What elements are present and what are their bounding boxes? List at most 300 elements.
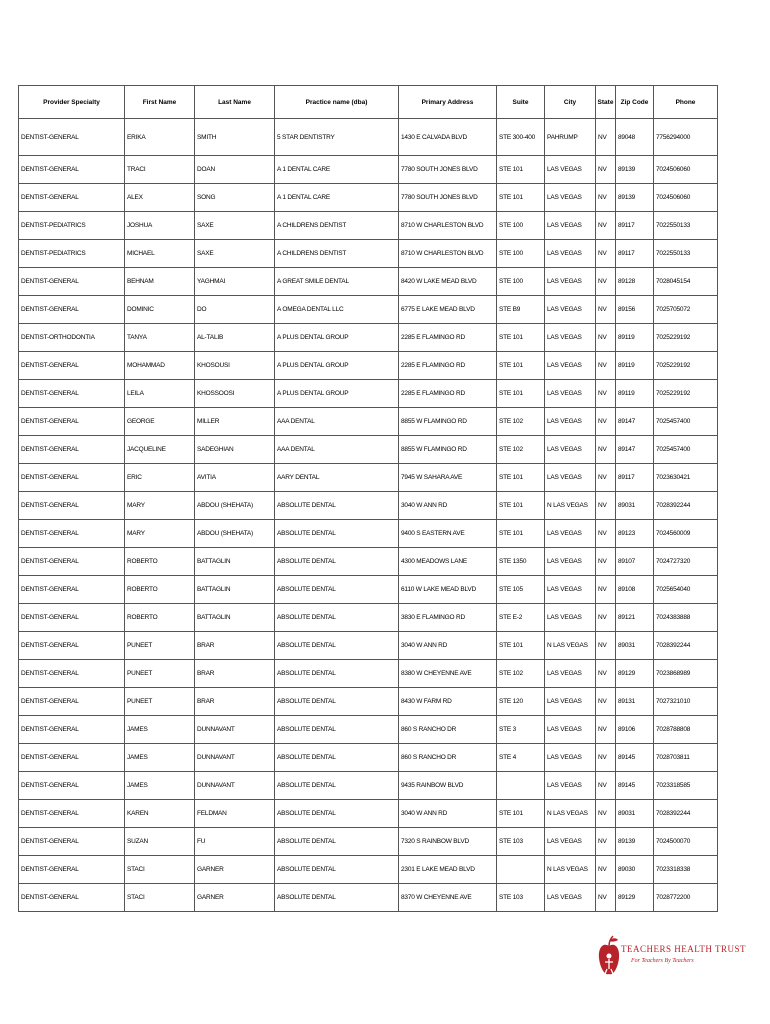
cell-first-name: BEHNAM bbox=[125, 268, 195, 296]
cell-address: 2301 E LAKE MEAD BLVD bbox=[399, 856, 497, 884]
cell-specialty: DENTIST-GENERAL bbox=[19, 464, 125, 492]
cell-first-name: PUNEET bbox=[125, 632, 195, 660]
cell-address: 7320 S RAINBOW BLVD bbox=[399, 828, 497, 856]
column-header-suite: Suite bbox=[497, 86, 545, 119]
cell-state: NV bbox=[596, 800, 616, 828]
cell-suite: STE B9 bbox=[497, 296, 545, 324]
cell-state: NV bbox=[596, 268, 616, 296]
cell-suite: STE 101 bbox=[497, 156, 545, 184]
cell-city: LAS VEGAS bbox=[545, 716, 596, 744]
cell-address: 860 S RANCHO DR bbox=[399, 744, 497, 772]
table-row bbox=[19, 604, 718, 632]
cell-last-name: GARNER bbox=[195, 856, 275, 884]
cell-address: 860 S RANCHO DR bbox=[399, 716, 497, 744]
cell-suite: STE 101 bbox=[497, 380, 545, 408]
column-header-last-name: Last Name bbox=[195, 86, 275, 119]
cell-practice-name: ABSOLUTE DENTAL bbox=[275, 828, 399, 856]
cell-specialty: DENTIST-GENERAL bbox=[19, 576, 125, 604]
cell-practice-name: A CHILDRENS DENTIST bbox=[275, 240, 399, 268]
cell-specialty: DENTIST-PEDIATRICS bbox=[19, 240, 125, 268]
cell-address: 6775 E LAKE MEAD BLVD bbox=[399, 296, 497, 324]
cell-specialty: DENTIST-GENERAL bbox=[19, 688, 125, 716]
table-row bbox=[19, 240, 718, 268]
cell-last-name: KHOSSOOSI bbox=[195, 380, 275, 408]
cell-practice-name: ABSOLUTE DENTAL bbox=[275, 632, 399, 660]
header-row bbox=[19, 86, 718, 119]
cell-specialty: DENTIST-PEDIATRICS bbox=[19, 212, 125, 240]
cell-first-name: ROBERTO bbox=[125, 576, 195, 604]
cell-phone: 7756294000 bbox=[654, 119, 718, 156]
table-row bbox=[19, 744, 718, 772]
cell-practice-name: ABSOLUTE DENTAL bbox=[275, 800, 399, 828]
cell-practice-name: ABSOLUTE DENTAL bbox=[275, 576, 399, 604]
cell-first-name: JAMES bbox=[125, 716, 195, 744]
cell-practice-name: A CHILDRENS DENTIST bbox=[275, 212, 399, 240]
cell-address: 2285 E FLAMINGO RD bbox=[399, 324, 497, 352]
apple-icon bbox=[597, 932, 621, 980]
cell-phone: 7028392244 bbox=[654, 632, 718, 660]
cell-last-name: DUNNAVANT bbox=[195, 744, 275, 772]
cell-suite: STE 102 bbox=[497, 660, 545, 688]
table-row bbox=[19, 520, 718, 548]
cell-zip: 89107 bbox=[616, 548, 654, 576]
cell-last-name: SADEGHIAN bbox=[195, 436, 275, 464]
cell-suite: STE 101 bbox=[497, 800, 545, 828]
cell-last-name: MILLER bbox=[195, 408, 275, 436]
cell-suite: STE 101 bbox=[497, 492, 545, 520]
cell-first-name: MARY bbox=[125, 520, 195, 548]
cell-state: NV bbox=[596, 520, 616, 548]
cell-address: 9435 RAINBOW BLVD bbox=[399, 772, 497, 800]
cell-practice-name: ABSOLUTE DENTAL bbox=[275, 548, 399, 576]
cell-practice-name: ABSOLUTE DENTAL bbox=[275, 520, 399, 548]
cell-suite: STE 103 bbox=[497, 828, 545, 856]
table-row bbox=[19, 212, 718, 240]
cell-state: NV bbox=[596, 548, 616, 576]
cell-address: 3830 E FLAMINGO RD bbox=[399, 604, 497, 632]
table-row bbox=[19, 800, 718, 828]
cell-phone: 7023318585 bbox=[654, 772, 718, 800]
cell-specialty: DENTIST-GENERAL bbox=[19, 548, 125, 576]
cell-phone: 7023868989 bbox=[654, 660, 718, 688]
cell-address: 9400 S EASTERN AVE bbox=[399, 520, 497, 548]
cell-last-name: SONG bbox=[195, 184, 275, 212]
cell-phone: 7028392244 bbox=[654, 800, 718, 828]
cell-address: 2285 E FLAMINGO RD bbox=[399, 380, 497, 408]
cell-first-name: GEORGE bbox=[125, 408, 195, 436]
table-row bbox=[19, 380, 718, 408]
cell-state: NV bbox=[596, 604, 616, 632]
cell-address: 8370 W CHEYENNE AVE bbox=[399, 884, 497, 912]
cell-city: LAS VEGAS bbox=[545, 828, 596, 856]
cell-first-name: JOSHUA bbox=[125, 212, 195, 240]
cell-practice-name: A PLUS DENTAL GROUP bbox=[275, 380, 399, 408]
cell-state: NV bbox=[596, 436, 616, 464]
cell-practice-name: ABSOLUTE DENTAL bbox=[275, 772, 399, 800]
cell-specialty: DENTIST-GENERAL bbox=[19, 296, 125, 324]
cell-zip: 89129 bbox=[616, 884, 654, 912]
cell-specialty: DENTIST-GENERAL bbox=[19, 156, 125, 184]
column-header-city: City bbox=[545, 86, 596, 119]
cell-city: LAS VEGAS bbox=[545, 688, 596, 716]
cell-first-name: JAMES bbox=[125, 772, 195, 800]
cell-practice-name: AAA DENTAL bbox=[275, 408, 399, 436]
cell-specialty: DENTIST-GENERAL bbox=[19, 380, 125, 408]
cell-last-name: AL-TALIB bbox=[195, 324, 275, 352]
cell-phone: 7025457400 bbox=[654, 408, 718, 436]
cell-specialty: DENTIST-GENERAL bbox=[19, 268, 125, 296]
cell-specialty: DENTIST-GENERAL bbox=[19, 744, 125, 772]
cell-address: 3040 W ANN RD bbox=[399, 632, 497, 660]
cell-address: 4300 MEADOWS LANE bbox=[399, 548, 497, 576]
cell-practice-name: ABSOLUTE DENTAL bbox=[275, 884, 399, 912]
cell-state: NV bbox=[596, 296, 616, 324]
cell-specialty: DENTIST-GENERAL bbox=[19, 632, 125, 660]
cell-city: N LAS VEGAS bbox=[545, 856, 596, 884]
cell-specialty: DENTIST-GENERAL bbox=[19, 800, 125, 828]
cell-suite: STE 4 bbox=[497, 744, 545, 772]
cell-state: NV bbox=[596, 184, 616, 212]
cell-last-name: FU bbox=[195, 828, 275, 856]
cell-specialty: DENTIST-GENERAL bbox=[19, 828, 125, 856]
cell-state: NV bbox=[596, 240, 616, 268]
cell-city: LAS VEGAS bbox=[545, 436, 596, 464]
cell-zip: 89129 bbox=[616, 660, 654, 688]
cell-suite: STE 100 bbox=[497, 240, 545, 268]
cell-address: 2285 E FLAMINGO RD bbox=[399, 352, 497, 380]
column-header-practice-name: Practice name (dba) bbox=[275, 86, 399, 119]
provider-table bbox=[18, 85, 718, 912]
cell-last-name: AVITIA bbox=[195, 464, 275, 492]
cell-specialty: DENTIST-GENERAL bbox=[19, 520, 125, 548]
cell-phone: 7023630421 bbox=[654, 464, 718, 492]
cell-first-name: MOHAMMAD bbox=[125, 352, 195, 380]
cell-practice-name: A 1 DENTAL CARE bbox=[275, 184, 399, 212]
cell-phone: 7025229192 bbox=[654, 380, 718, 408]
cell-first-name: ERIC bbox=[125, 464, 195, 492]
cell-practice-name: ABSOLUTE DENTAL bbox=[275, 604, 399, 632]
cell-phone: 7028703811 bbox=[654, 744, 718, 772]
table-row bbox=[19, 464, 718, 492]
cell-suite: STE 101 bbox=[497, 352, 545, 380]
cell-zip: 89119 bbox=[616, 380, 654, 408]
cell-zip: 89131 bbox=[616, 688, 654, 716]
cell-city: N LAS VEGAS bbox=[545, 800, 596, 828]
cell-zip: 89156 bbox=[616, 296, 654, 324]
cell-practice-name: ABSOLUTE DENTAL bbox=[275, 660, 399, 688]
cell-first-name: ROBERTO bbox=[125, 548, 195, 576]
cell-phone: 7024506060 bbox=[654, 156, 718, 184]
cell-city: LAS VEGAS bbox=[545, 744, 596, 772]
cell-zip: 89031 bbox=[616, 492, 654, 520]
cell-state: NV bbox=[596, 576, 616, 604]
cell-specialty: DENTIST-GENERAL bbox=[19, 772, 125, 800]
cell-phone: 7024500070 bbox=[654, 828, 718, 856]
cell-suite: STE 300-400 bbox=[497, 119, 545, 156]
cell-practice-name: ABSOLUTE DENTAL bbox=[275, 688, 399, 716]
cell-first-name: KAREN bbox=[125, 800, 195, 828]
cell-zip: 89119 bbox=[616, 324, 654, 352]
cell-phone: 7022550133 bbox=[654, 212, 718, 240]
cell-zip: 89139 bbox=[616, 184, 654, 212]
cell-phone: 7024383888 bbox=[654, 604, 718, 632]
cell-address: 7945 W SAHARA AVE bbox=[399, 464, 497, 492]
cell-practice-name: ABSOLUTE DENTAL bbox=[275, 856, 399, 884]
cell-suite: STE E-2 bbox=[497, 604, 545, 632]
cell-first-name: ROBERTO bbox=[125, 604, 195, 632]
cell-city: N LAS VEGAS bbox=[545, 492, 596, 520]
cell-first-name: TANYA bbox=[125, 324, 195, 352]
column-header-address: Primary Address bbox=[399, 86, 497, 119]
cell-last-name: BRAR bbox=[195, 688, 275, 716]
cell-address: 8710 W CHARLESTON BLVD bbox=[399, 212, 497, 240]
cell-last-name: GARNER bbox=[195, 884, 275, 912]
table-row bbox=[19, 772, 718, 800]
cell-state: NV bbox=[596, 212, 616, 240]
cell-last-name: DUNNAVANT bbox=[195, 772, 275, 800]
table-row bbox=[19, 856, 718, 884]
cell-city: LAS VEGAS bbox=[545, 660, 596, 688]
cell-city: LAS VEGAS bbox=[545, 352, 596, 380]
cell-state: NV bbox=[596, 632, 616, 660]
cell-first-name: LEILA bbox=[125, 380, 195, 408]
cell-first-name: STACI bbox=[125, 856, 195, 884]
cell-phone: 7025229192 bbox=[654, 352, 718, 380]
cell-city: LAS VEGAS bbox=[545, 324, 596, 352]
cell-city: LAS VEGAS bbox=[545, 240, 596, 268]
table-row bbox=[19, 884, 718, 912]
cell-suite: STE 100 bbox=[497, 268, 545, 296]
cell-state: NV bbox=[596, 716, 616, 744]
table-row bbox=[19, 660, 718, 688]
cell-first-name: ERIKA bbox=[125, 119, 195, 156]
cell-practice-name: AAA DENTAL bbox=[275, 436, 399, 464]
cell-first-name: SUZAN bbox=[125, 828, 195, 856]
cell-zip: 89147 bbox=[616, 408, 654, 436]
cell-suite: STE 120 bbox=[497, 688, 545, 716]
cell-first-name: TRACI bbox=[125, 156, 195, 184]
table-row bbox=[19, 688, 718, 716]
cell-suite bbox=[497, 856, 545, 884]
cell-suite: STE 100 bbox=[497, 212, 545, 240]
cell-phone: 7025705072 bbox=[654, 296, 718, 324]
cell-last-name: ABDOU (SHEHATA) bbox=[195, 520, 275, 548]
cell-phone: 7024560009 bbox=[654, 520, 718, 548]
cell-suite: STE 101 bbox=[497, 464, 545, 492]
cell-zip: 89117 bbox=[616, 212, 654, 240]
cell-last-name: BRAR bbox=[195, 632, 275, 660]
cell-zip: 89139 bbox=[616, 156, 654, 184]
cell-specialty: DENTIST-GENERAL bbox=[19, 492, 125, 520]
cell-phone: 7024727320 bbox=[654, 548, 718, 576]
cell-phone: 7025229192 bbox=[654, 324, 718, 352]
cell-city: LAS VEGAS bbox=[545, 212, 596, 240]
cell-address: 7780 SOUTH JONES BLVD bbox=[399, 184, 497, 212]
cell-specialty: DENTIST-GENERAL bbox=[19, 408, 125, 436]
cell-suite: STE 101 bbox=[497, 324, 545, 352]
cell-zip: 89128 bbox=[616, 268, 654, 296]
column-header-state: State bbox=[596, 86, 616, 119]
cell-suite: STE 102 bbox=[497, 408, 545, 436]
table-row bbox=[19, 408, 718, 436]
cell-zip: 89123 bbox=[616, 520, 654, 548]
cell-zip: 89106 bbox=[616, 716, 654, 744]
table-row bbox=[19, 716, 718, 744]
cell-practice-name: ABSOLUTE DENTAL bbox=[275, 744, 399, 772]
cell-state: NV bbox=[596, 156, 616, 184]
table-row bbox=[19, 296, 718, 324]
table-body bbox=[19, 119, 718, 912]
cell-specialty: DENTIST-GENERAL bbox=[19, 352, 125, 380]
cell-phone: 7028788808 bbox=[654, 716, 718, 744]
cell-practice-name: ABSOLUTE DENTAL bbox=[275, 492, 399, 520]
cell-state: NV bbox=[596, 772, 616, 800]
cell-city: LAS VEGAS bbox=[545, 464, 596, 492]
cell-practice-name: A PLUS DENTAL GROUP bbox=[275, 352, 399, 380]
cell-practice-name: A 1 DENTAL CARE bbox=[275, 156, 399, 184]
cell-first-name: PUNEET bbox=[125, 688, 195, 716]
cell-first-name: DOMINIC bbox=[125, 296, 195, 324]
cell-state: NV bbox=[596, 660, 616, 688]
cell-suite: STE 103 bbox=[497, 884, 545, 912]
cell-state: NV bbox=[596, 828, 616, 856]
cell-phone: 7022550133 bbox=[654, 240, 718, 268]
cell-zip: 89048 bbox=[616, 119, 654, 156]
cell-state: NV bbox=[596, 324, 616, 352]
cell-state: NV bbox=[596, 688, 616, 716]
table-row bbox=[19, 119, 718, 156]
cell-address: 8420 W LAKE MEAD BLVD bbox=[399, 268, 497, 296]
cell-address: 8710 W CHARLESTON BLVD bbox=[399, 240, 497, 268]
cell-specialty: DENTIST-GENERAL bbox=[19, 184, 125, 212]
cell-last-name: KHOSOUSI bbox=[195, 352, 275, 380]
table-row bbox=[19, 492, 718, 520]
cell-suite: STE 101 bbox=[497, 520, 545, 548]
cell-state: NV bbox=[596, 464, 616, 492]
cell-city: LAS VEGAS bbox=[545, 268, 596, 296]
table-row bbox=[19, 436, 718, 464]
cell-city: LAS VEGAS bbox=[545, 296, 596, 324]
cell-state: NV bbox=[596, 744, 616, 772]
cell-first-name: STACI bbox=[125, 884, 195, 912]
column-header-first-name: First Name bbox=[125, 86, 195, 119]
cell-specialty: DENTIST-ORTHODONTIA bbox=[19, 324, 125, 352]
cell-city: LAS VEGAS bbox=[545, 576, 596, 604]
table-row bbox=[19, 352, 718, 380]
cell-last-name: DUNNAVANT bbox=[195, 716, 275, 744]
cell-zip: 89117 bbox=[616, 464, 654, 492]
cell-phone: 7028392244 bbox=[654, 492, 718, 520]
cell-city: N LAS VEGAS bbox=[545, 632, 596, 660]
cell-phone: 7025654040 bbox=[654, 576, 718, 604]
cell-city: LAS VEGAS bbox=[545, 520, 596, 548]
logo-title: TEACHERS HEALTH TRUST bbox=[621, 944, 747, 954]
cell-zip: 89145 bbox=[616, 772, 654, 800]
table-row bbox=[19, 632, 718, 660]
cell-zip: 89145 bbox=[616, 744, 654, 772]
cell-specialty: DENTIST-GENERAL bbox=[19, 436, 125, 464]
cell-city: LAS VEGAS bbox=[545, 380, 596, 408]
cell-address: 8855 W FLAMINGO RD bbox=[399, 408, 497, 436]
cell-address: 3040 W ANN RD bbox=[399, 800, 497, 828]
cell-zip: 89147 bbox=[616, 436, 654, 464]
cell-address: 1430 E CALVADA BLVD bbox=[399, 119, 497, 156]
table-row bbox=[19, 156, 718, 184]
cell-phone: 7024506060 bbox=[654, 184, 718, 212]
cell-first-name: JACQUELINE bbox=[125, 436, 195, 464]
cell-last-name: BATTAGLIN bbox=[195, 576, 275, 604]
cell-last-name: BATTAGLIN bbox=[195, 604, 275, 632]
cell-city: LAS VEGAS bbox=[545, 156, 596, 184]
cell-practice-name: AARY DENTAL bbox=[275, 464, 399, 492]
cell-address: 3040 W ANN RD bbox=[399, 492, 497, 520]
cell-practice-name: ABSOLUTE DENTAL bbox=[275, 716, 399, 744]
cell-suite: STE 1350 bbox=[497, 548, 545, 576]
cell-specialty: DENTIST-GENERAL bbox=[19, 716, 125, 744]
cell-practice-name: 5 STAR DENTISTRY bbox=[275, 119, 399, 156]
cell-city: PAHRUMP bbox=[545, 119, 596, 156]
table-row bbox=[19, 324, 718, 352]
table-row bbox=[19, 576, 718, 604]
cell-specialty: DENTIST-GENERAL bbox=[19, 884, 125, 912]
cell-first-name: PUNEET bbox=[125, 660, 195, 688]
cell-specialty: DENTIST-GENERAL bbox=[19, 660, 125, 688]
cell-city: LAS VEGAS bbox=[545, 408, 596, 436]
teachers-health-trust-logo bbox=[597, 932, 747, 982]
table-row bbox=[19, 548, 718, 576]
cell-last-name: SAXE bbox=[195, 240, 275, 268]
cell-last-name: FELDMAN bbox=[195, 800, 275, 828]
cell-state: NV bbox=[596, 119, 616, 156]
cell-last-name: YAGHMAI bbox=[195, 268, 275, 296]
table-row bbox=[19, 184, 718, 212]
cell-last-name: SAXE bbox=[195, 212, 275, 240]
table-header bbox=[19, 86, 718, 119]
cell-suite: STE 3 bbox=[497, 716, 545, 744]
cell-suite: STE 102 bbox=[497, 436, 545, 464]
cell-phone: 7023318338 bbox=[654, 856, 718, 884]
cell-state: NV bbox=[596, 408, 616, 436]
cell-address: 7780 SOUTH JONES BLVD bbox=[399, 156, 497, 184]
cell-suite: STE 101 bbox=[497, 184, 545, 212]
cell-phone: 7028772200 bbox=[654, 884, 718, 912]
cell-suite: STE 105 bbox=[497, 576, 545, 604]
cell-practice-name: A PLUS DENTAL GROUP bbox=[275, 324, 399, 352]
cell-first-name: ALEX bbox=[125, 184, 195, 212]
table-row bbox=[19, 828, 718, 856]
cell-zip: 89108 bbox=[616, 576, 654, 604]
cell-last-name: BRAR bbox=[195, 660, 275, 688]
cell-state: NV bbox=[596, 380, 616, 408]
cell-address: 8855 W FLAMINGO RD bbox=[399, 436, 497, 464]
column-header-phone: Phone bbox=[654, 86, 718, 119]
cell-zip: 89119 bbox=[616, 352, 654, 380]
cell-state: NV bbox=[596, 352, 616, 380]
cell-zip: 89031 bbox=[616, 800, 654, 828]
cell-suite: STE 101 bbox=[497, 632, 545, 660]
cell-specialty: DENTIST-GENERAL bbox=[19, 119, 125, 156]
cell-last-name: DO bbox=[195, 296, 275, 324]
cell-zip: 89121 bbox=[616, 604, 654, 632]
cell-last-name: ABDOU (SHEHATA) bbox=[195, 492, 275, 520]
cell-zip: 89139 bbox=[616, 828, 654, 856]
cell-phone: 7025457400 bbox=[654, 436, 718, 464]
cell-zip: 89031 bbox=[616, 632, 654, 660]
cell-address: 8430 W FARM RD bbox=[399, 688, 497, 716]
cell-specialty: DENTIST-GENERAL bbox=[19, 604, 125, 632]
cell-suite bbox=[497, 772, 545, 800]
column-header-specialty: Provider Specialty bbox=[19, 86, 125, 119]
